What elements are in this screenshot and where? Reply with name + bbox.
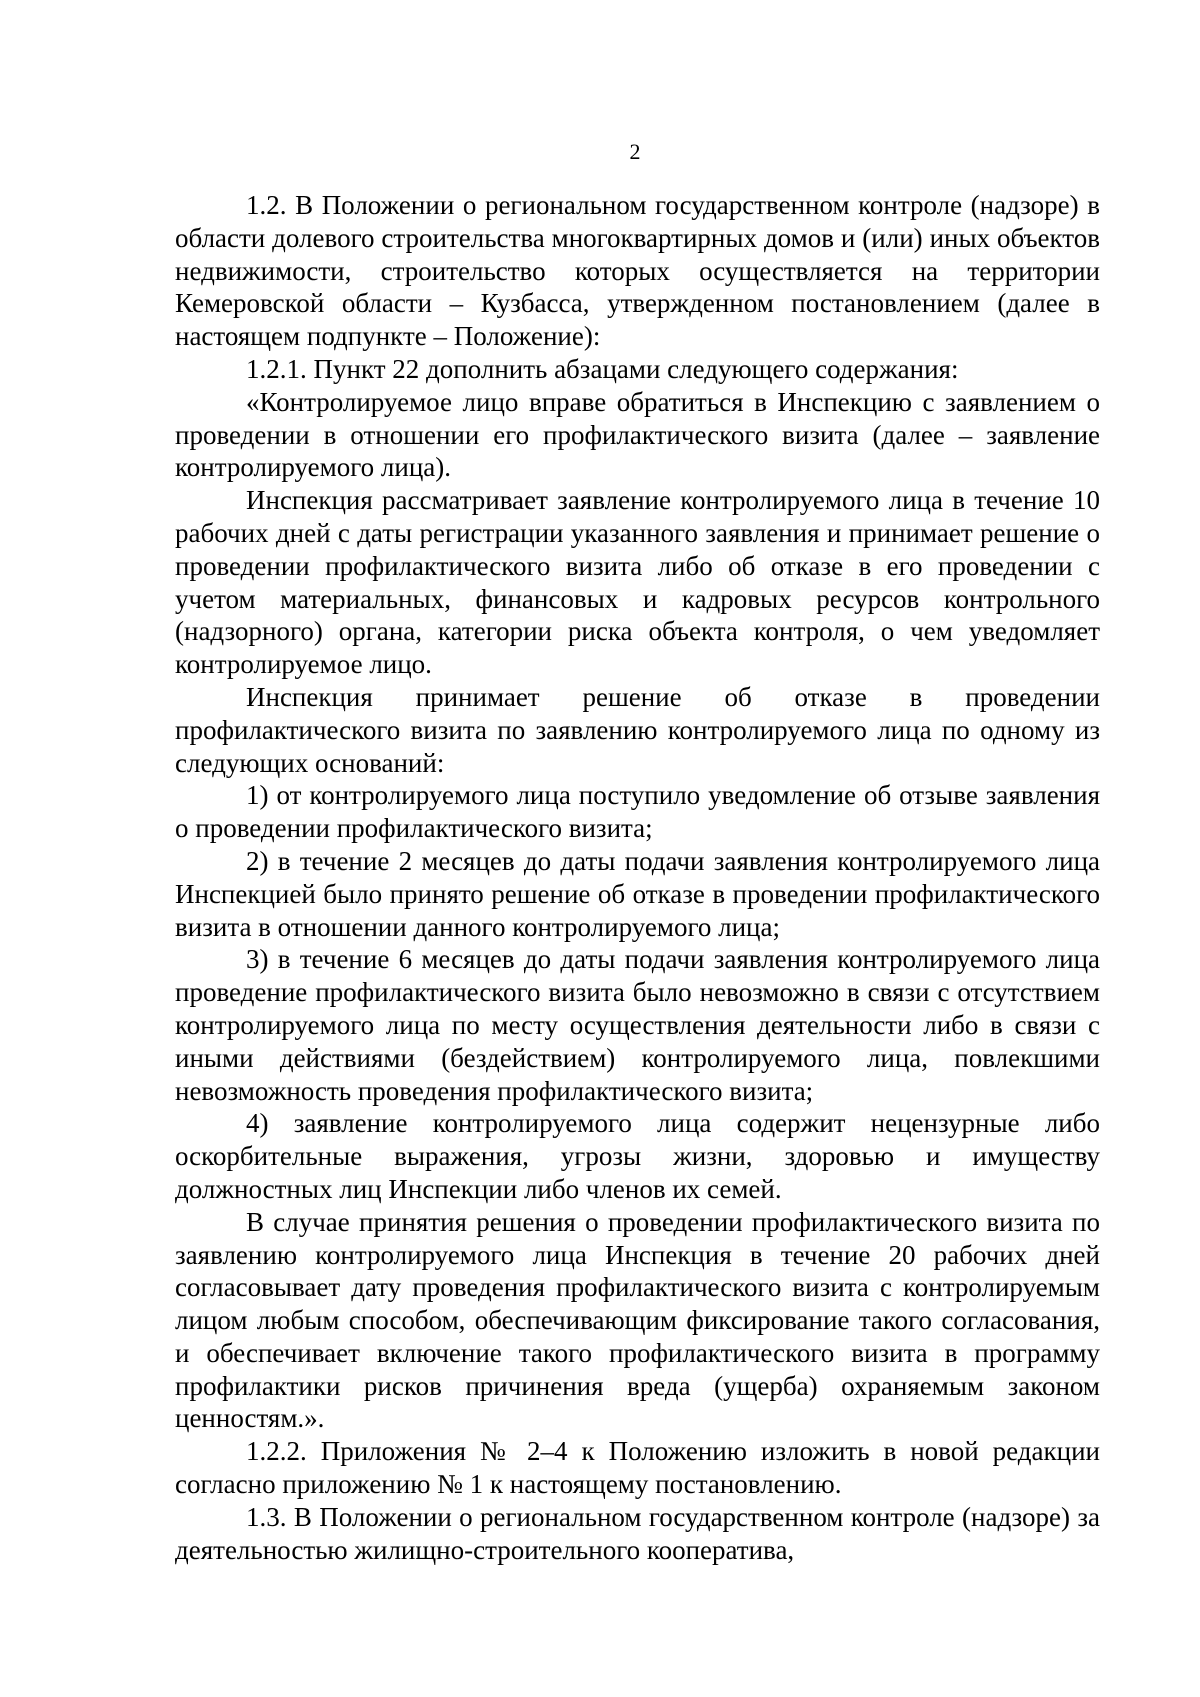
paragraph-ground-1: 1) от контролируемого лица поступило уведомление об отзыве заявления о проведении профилактического визита;: [175, 780, 1100, 844]
paragraph-quote-start: «Контролируемое лицо вправе обратиться в Инспекцию с заявлением о проведении в отношении его профилактического визита (далее – заявление контролируемого лица).: [175, 386, 1100, 483]
page-number: 2: [629, 139, 641, 164]
paragraph-ground-2: 2) в течение 2 месяцев до даты подачи заявления контролируемого лица Инспекцией было принято решение об отказе в проведении профилактического визита в отношении данного контролируемого лица;: [175, 845, 1100, 942]
document-body: [175, 189, 1100, 1566]
paragraph-approval-case: В случае принятия решения о проведении профилактического визита по заявлению контролируемого лица Инспекция в течение 20 рабочих дней согласовывает дату проведения профилактического визита с контролируемым лицом любым способом, обеспечивающим фиксирование такого согласования, и обеспечивает включение такого профилактического визита в программу профилактики рисков причинения вреда (ущерба) охраняемым законом ценностям.».: [175, 1206, 1100, 1434]
paragraph-1-3: 1.3. В Положении о региональном государственном контроле (надзоре) за деятельностью жилищно-строительного кооператива,: [175, 1501, 1100, 1565]
paragraph-ground-4: 4) заявление контролируемого лица содержит нецензурные либо оскорбительные выражения, угрозы жизни, здоровью и имуществу должностных лиц Инспекции либо членов их семей.: [175, 1108, 1100, 1204]
paragraph-ground-3: 3) в течение 6 месяцев до даты подачи заявления контролируемого лица проведение профилактического визита было невозможно в связи с отсутствием контролируемого лица по месту осуществления деятельности либо в связи с иными действиями (бездействием) контролируемого лица, повлекшими невозможность проведения профилактического визита;: [175, 944, 1100, 1106]
paragraph-1-2-2: 1.2.2. Приложения № 2–4 к Положению изложить в новой редакции согласно приложению № 1 к настоящему постановлению.: [175, 1436, 1100, 1500]
paragraph-1-2: 1.2. В Положении о региональном государственном контроле (надзоре) в области долевого строительства многоквартирных домов и (или) иных объектов недвижимости, строительство которых осуществляется на территории Кемеровской области – Кузбасса, утвержденном постановлением (далее в настоящем подпункте – Положение):: [175, 190, 1100, 352]
paragraph-refusal-grounds: Инспекция принимает решение об отказе в проведении профилактического визита по заявлению контролируемого лица по одному из следующих оснований:: [175, 681, 1100, 778]
paragraph-inspection-review: Инспекция рассматривает заявление контролируемого лица в течение 10 рабочих дней с даты регистрации указанного заявления и принимает решение о проведении профилактического визита либо об отказе в его проведении с учетом материальных, финансовых и кадровых ресурсов контрольного (надзорного) органа, категории риска объекта контроля, о чем уведомляет контролируемое лицо.: [175, 485, 1100, 680]
paragraph-1-2-1: 1.2.1. Пункт 22 дополнить абзацами следующего содержания:: [246, 353, 959, 384]
